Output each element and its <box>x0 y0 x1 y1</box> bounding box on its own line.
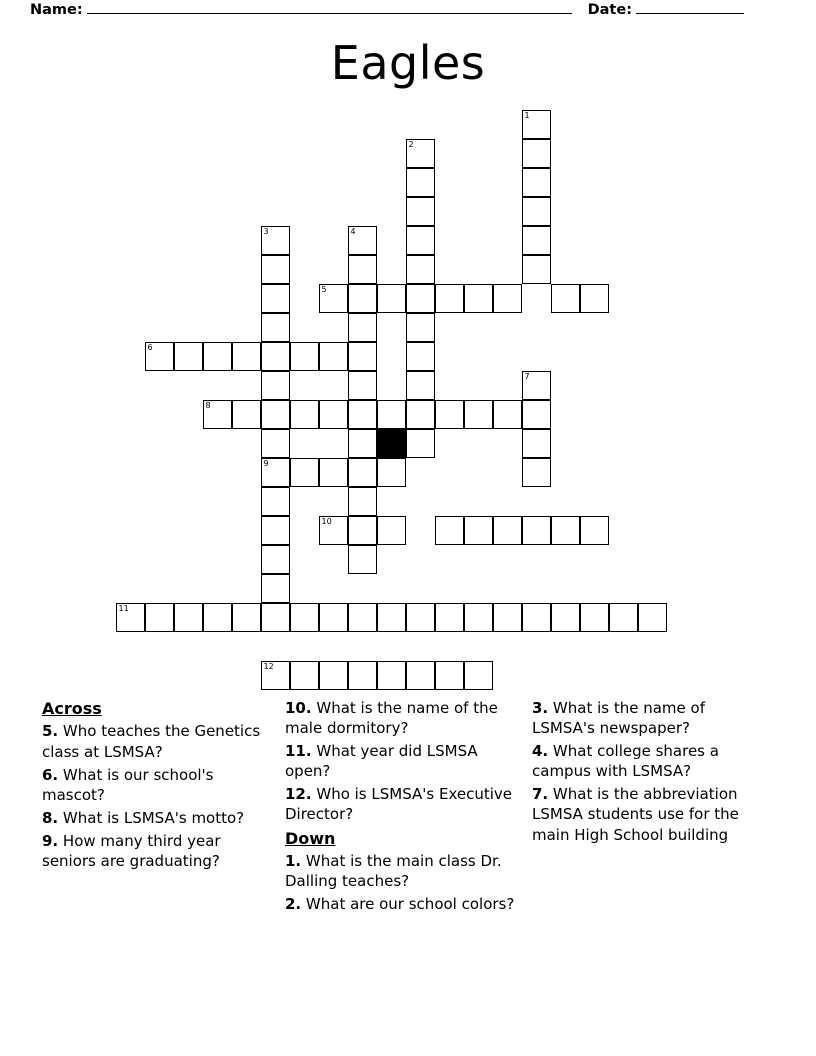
clue-text: Who teaches the Genetics class at LSMSA? <box>42 722 261 761</box>
clue-down-3 <box>532 698 764 738</box>
grid-cell[interactable] <box>261 574 290 603</box>
grid-cell[interactable] <box>174 342 203 371</box>
grid-cell[interactable] <box>377 661 406 690</box>
grid-cell[interactable] <box>522 603 551 632</box>
grid-cell[interactable] <box>493 284 522 313</box>
clue-text: What is the name of the male dormitory? <box>285 699 498 738</box>
grid-cell[interactable] <box>522 226 551 255</box>
grid-cell[interactable] <box>348 313 377 342</box>
clue-number: 3. <box>532 699 549 717</box>
grid-cell[interactable] <box>522 168 551 197</box>
clue-text: What year did LSMSA open? <box>285 742 478 781</box>
grid-cell[interactable] <box>493 603 522 632</box>
header-name-date-line <box>30 2 746 18</box>
grid-cell[interactable] <box>348 284 377 313</box>
grid-cell[interactable] <box>348 342 377 371</box>
clue-text: What is the name of LSMSA's newspaper? <box>532 699 706 738</box>
grid-cell[interactable] <box>406 342 435 371</box>
grid-cell[interactable] <box>261 284 290 313</box>
grid-cell[interactable] <box>406 197 435 226</box>
grid-cell[interactable] <box>261 400 290 429</box>
grid-cell-number: 2 <box>408 140 414 149</box>
date-write-line <box>636 13 744 14</box>
grid-cell[interactable] <box>319 603 348 632</box>
grid-cell[interactable] <box>522 197 551 226</box>
clue-across-11 <box>285 741 524 781</box>
grid-cell[interactable] <box>406 603 435 632</box>
grid-cell[interactable] <box>319 661 348 690</box>
grid-cell[interactable] <box>261 516 290 545</box>
grid-cell-number: 3 <box>263 227 269 236</box>
grid-cell[interactable] <box>522 400 551 429</box>
grid-cell[interactable] <box>348 458 377 487</box>
grid-cell[interactable] <box>406 284 435 313</box>
grid-cell[interactable] <box>261 661 290 690</box>
clue-number: 10. <box>285 699 312 717</box>
clues-column-2 <box>285 698 532 978</box>
clue-text: How many third year seniors are graduating? <box>42 831 221 870</box>
grid-cell[interactable] <box>377 603 406 632</box>
grid-cell[interactable] <box>348 429 377 458</box>
grid-cell[interactable] <box>348 487 377 516</box>
clue-number: 5. <box>42 722 59 741</box>
grid-cell[interactable] <box>406 429 435 458</box>
grid-cell[interactable] <box>232 603 261 632</box>
clues-area <box>42 698 772 978</box>
grid-cell[interactable] <box>319 458 348 487</box>
grid-cell[interactable] <box>580 603 609 632</box>
grid-cell[interactable] <box>464 284 493 313</box>
grid-cell[interactable] <box>522 458 551 487</box>
name-label: Name: <box>30 2 83 18</box>
clue-number: 6. <box>42 765 59 784</box>
grid-cell[interactable] <box>261 458 290 487</box>
grid-cell[interactable] <box>261 226 290 255</box>
grid-cell[interactable] <box>377 284 406 313</box>
clue-across-6 <box>42 765 277 805</box>
grid-cell-number: 9 <box>263 459 269 468</box>
date-label: Date: <box>587 2 632 18</box>
down-heading: Down <box>285 828 336 848</box>
grid-cell[interactable] <box>522 371 551 400</box>
clue-down-7 <box>532 784 764 844</box>
grid-cell-number: 5 <box>321 285 327 294</box>
grid-cell-number: 8 <box>205 401 211 410</box>
clue-text: What is LSMSA's motto? <box>62 808 245 827</box>
clue-down-1 <box>285 851 524 891</box>
grid-cell[interactable] <box>290 458 319 487</box>
grid-cell[interactable] <box>406 371 435 400</box>
grid-cell[interactable] <box>435 516 464 545</box>
name-write-line <box>87 13 572 14</box>
grid-cell-number: 12 <box>263 662 274 671</box>
clue-across-5 <box>42 721 277 761</box>
grid-cell[interactable] <box>464 603 493 632</box>
grid-cell[interactable] <box>406 255 435 284</box>
grid-cell[interactable] <box>522 516 551 545</box>
grid-cell[interactable] <box>551 603 580 632</box>
grid-cell[interactable] <box>464 661 493 690</box>
grid-cell[interactable] <box>493 516 522 545</box>
grid-cell[interactable] <box>551 284 580 313</box>
clues-column-1 <box>42 698 285 978</box>
grid-cell[interactable] <box>522 429 551 458</box>
grid-cell-number: 10 <box>321 517 332 526</box>
grid-cell[interactable] <box>377 458 406 487</box>
page-title: Eagles <box>330 36 486 90</box>
grid-cell[interactable] <box>580 284 609 313</box>
grid-cell-number: 4 <box>350 227 356 236</box>
grid-cell[interactable] <box>261 255 290 284</box>
across-heading: Across <box>42 699 102 718</box>
clue-text: What is the main class Dr. Dalling teaches? <box>285 852 502 891</box>
grid-cell-number: 1 <box>524 111 530 120</box>
grid-cell[interactable] <box>493 400 522 429</box>
clue-number: 11. <box>285 742 312 761</box>
clue-number: 8. <box>42 808 59 827</box>
grid-cell[interactable] <box>203 400 232 429</box>
clue-text: What is the abbreviation LSMSA students use for the main High School building <box>532 785 739 844</box>
grid-cell[interactable] <box>145 603 174 632</box>
grid-cell[interactable] <box>464 400 493 429</box>
clue-down-4 <box>532 741 764 781</box>
clues-column-3 <box>532 698 772 978</box>
grid-cell[interactable] <box>522 110 551 139</box>
grid-cell[interactable] <box>406 313 435 342</box>
grid-cell[interactable] <box>203 342 232 371</box>
grid-cell[interactable] <box>435 603 464 632</box>
clue-across-8 <box>42 808 277 828</box>
grid-cell[interactable] <box>261 371 290 400</box>
grid-cell[interactable] <box>319 284 348 313</box>
grid-cell[interactable] <box>377 400 406 429</box>
grid-cell[interactable] <box>203 603 232 632</box>
clue-text: Who is LSMSA's Executive Director? <box>285 785 513 824</box>
grid-cell[interactable] <box>638 603 667 632</box>
clue-text: What are our school colors? <box>305 895 515 914</box>
grid-cell[interactable] <box>319 516 348 545</box>
clue-text: What is our school's mascot? <box>42 765 214 804</box>
clue-across-10 <box>285 698 524 738</box>
grid-cell[interactable] <box>290 603 319 632</box>
grid-cell[interactable] <box>232 342 261 371</box>
grid-cell[interactable] <box>551 516 580 545</box>
grid-cell[interactable] <box>290 342 319 371</box>
grid-cell[interactable] <box>348 545 377 574</box>
grid-block <box>377 429 406 458</box>
grid-cell[interactable] <box>435 661 464 690</box>
grid-cell[interactable] <box>232 400 261 429</box>
grid-cell[interactable] <box>406 400 435 429</box>
grid-cell[interactable] <box>580 516 609 545</box>
clue-down-2 <box>285 894 524 914</box>
grid-cell-number: 11 <box>118 604 129 613</box>
clue-number: 12. <box>285 785 312 804</box>
grid-cell[interactable] <box>261 429 290 458</box>
grid-cell[interactable] <box>319 400 348 429</box>
grid-cell[interactable] <box>319 342 348 371</box>
grid-cell[interactable] <box>261 603 290 632</box>
grid-cell[interactable] <box>290 400 319 429</box>
grid-cell[interactable] <box>406 168 435 197</box>
grid-cell[interactable] <box>261 313 290 342</box>
grid-cell[interactable] <box>348 255 377 284</box>
clue-number: 9. <box>42 831 59 850</box>
grid-cell[interactable] <box>377 516 406 545</box>
grid-cell-number: 7 <box>524 372 530 381</box>
grid-cell[interactable] <box>348 226 377 255</box>
grid-cell[interactable] <box>406 226 435 255</box>
clue-text: What college shares a campus with LSMSA? <box>532 742 719 781</box>
grid-cell[interactable] <box>522 255 551 284</box>
clue-number: 2. <box>285 895 302 914</box>
grid-cell[interactable] <box>406 139 435 168</box>
grid-cell[interactable] <box>174 603 203 632</box>
grid-cell[interactable] <box>435 400 464 429</box>
clue-across-9 <box>42 831 277 871</box>
grid-cell[interactable] <box>261 545 290 574</box>
clue-across-12 <box>285 784 524 824</box>
grid-cell[interactable] <box>348 661 377 690</box>
grid-cell[interactable] <box>348 516 377 545</box>
grid-cell[interactable] <box>348 400 377 429</box>
grid-cell[interactable] <box>290 661 319 690</box>
grid-cell[interactable] <box>261 342 290 371</box>
grid-cell[interactable] <box>348 371 377 400</box>
clue-number: 4. <box>532 742 549 761</box>
grid-cell[interactable] <box>406 661 435 690</box>
clue-number: 7. <box>532 785 549 804</box>
crossword-grid[interactable] <box>0 104 816 704</box>
grid-cell[interactable] <box>435 284 464 313</box>
grid-cell-number: 6 <box>147 343 153 352</box>
clue-number: 1. <box>285 852 302 870</box>
grid-cell[interactable] <box>522 139 551 168</box>
grid-cell[interactable] <box>348 603 377 632</box>
grid-cell[interactable] <box>609 603 638 632</box>
grid-cell[interactable] <box>464 516 493 545</box>
grid-cell[interactable] <box>261 487 290 516</box>
grid-cell[interactable] <box>145 342 174 371</box>
grid-cell[interactable] <box>116 603 145 632</box>
